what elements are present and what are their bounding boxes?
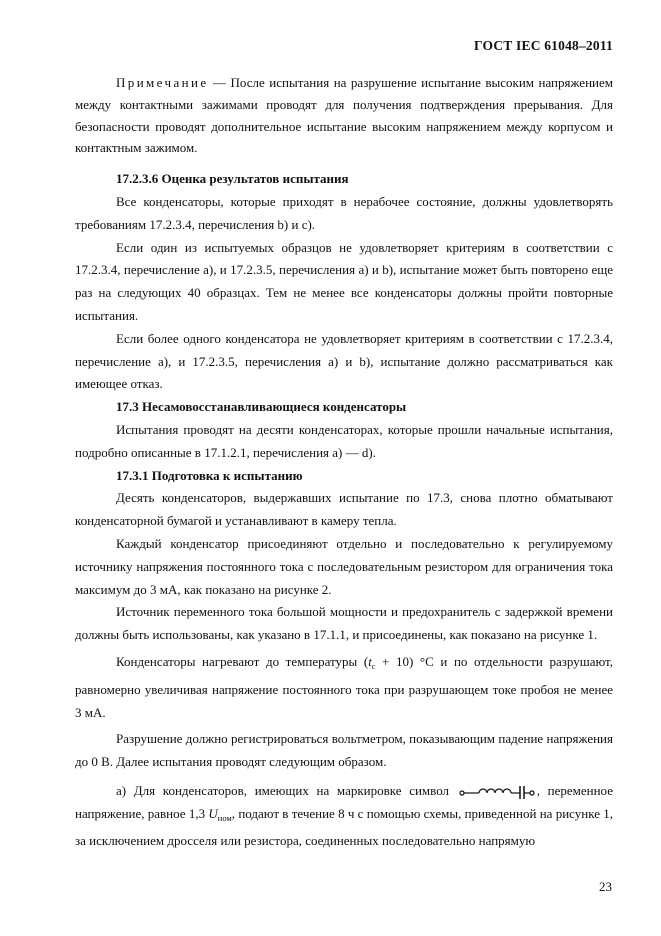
page-body: [75, 72, 613, 852]
temperature-symbol: t: [368, 653, 372, 669]
paragraph-item-a: [75, 780, 613, 852]
text-fragment: + 10) °C и по отдельности разрушают, равномерно увеличивая напряжение постоянного тока при разрушающем токе пробоя не менее 3 мА.: [75, 653, 614, 720]
note-text: — После испытания на разрушение испытание высоким напряжением между контактными зажимами проводят для получения подтверждения прерывания. Для безопасности проводят дополнительное испытание высоким напряжением между корпусом и контактным зажимом.: [75, 75, 613, 156]
voltage-subscript: ном: [217, 812, 232, 823]
text-fragment: a) Для конденсаторов, имеющих на маркировке символ: [116, 782, 450, 798]
note-paragraph: [75, 72, 613, 159]
paragraph: Все конденсаторы, которые приходят в нерабочее состояние, должны удовлетворять требованиям 17.2.3.4, перечисления b) и с).: [75, 193, 613, 232]
inductor-capacitor-symbol-icon: [459, 784, 535, 800]
paragraph-temperature: [75, 651, 613, 724]
heading-17-3-1: 17.3.1 Подготовка к испытанию: [116, 467, 303, 483]
paragraph: Источник переменного тока большой мощности и предохранитель с задержкой времени должны быть использованы, как указано в 17.1.1, и присоединены, как показано на рисунке 1.: [75, 604, 613, 643]
document-code: ГОСТ IEC 61048–2011: [474, 38, 613, 53]
paragraph: Если один из испытуемых образцов не удовлетворяет критериям в соответствии с 17.2.3.4, перечисление a), и 17.2.3.5, перечисления a) и b), испытание может быть повторено еще раз на следующих 40 образцах. Тем не менее все конденсаторы должны пройти повторные испытания.: [75, 239, 613, 323]
text-fragment: Конденсаторы нагревают до температуры (: [116, 653, 369, 669]
note-label: Примечание: [116, 75, 209, 90]
page-number: 23: [599, 879, 612, 894]
heading-17-3: 17.3 Несамовосстанавливающиеся конденсаторы: [116, 399, 407, 415]
paragraph: Десять конденсаторов, выдержавших испытание по 17.3, снова плотно обматывают конденсаторной бумагой и устанавливают в камеру тепла.: [75, 490, 613, 529]
text-fragment: , переменное напряжение, равное 1,3: [75, 782, 613, 821]
heading-17-2-3-6: 17.2.3.6 Оценка результатов испытания: [116, 171, 349, 187]
paragraph: Испытания проводят на десяти конденсаторах, которые прошли начальные испытания, подробно описанные в 17.1.2.1, перечисления a) — d).: [75, 421, 613, 460]
temperature-subscript: c: [371, 661, 376, 671]
text-fragment: , подают в течение 8 ч с помощью схемы, приведенной на рисунке 1, за исключением дросселя или резистора, соединенных последовательно напрямую: [75, 805, 613, 848]
paragraph: Если более одного конденсатора не удовлетворяет критериям в соответствии с 17.2.3.4, перечисление a), и 17.2.3.5, перечисления a) и b), испытание должно рассматриваться как имеющее отказ.: [75, 330, 613, 392]
voltage-symbol: U: [208, 805, 218, 821]
paragraph: Разрушение должно регистрироваться вольтметром, показывающим падение напряжения до 0 В. Далее испытания проводят следующим образом.: [75, 731, 613, 770]
paragraph: Каждый конденсатор присоединяют отдельно и последовательно к регулируемому источнику напряжения постоянного тока с последовательным резистором для ограничения тока максимум до 3 мА, как показано на рисунке 2.: [75, 535, 613, 597]
